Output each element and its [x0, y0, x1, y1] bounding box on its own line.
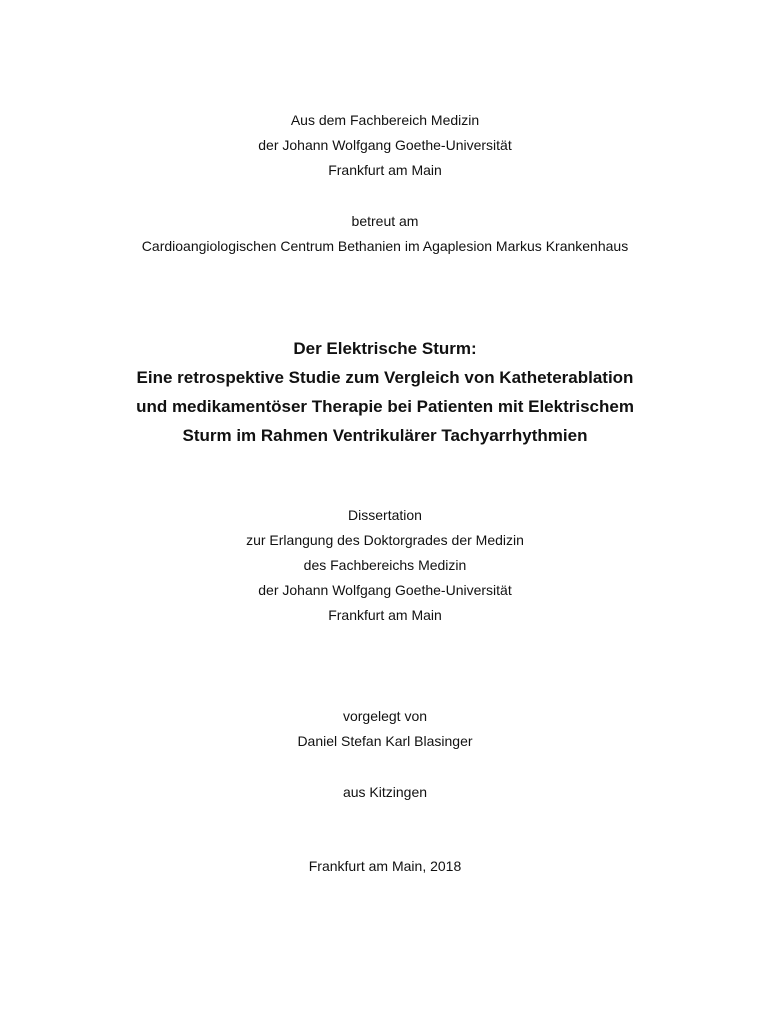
presented-by-line: vorgelegt von: [342, 708, 428, 724]
thesis-title-line-4: Sturm im Rahmen Ventrikulärer Tachyarrhythmien: [182, 426, 588, 445]
author-origin: aus Kitzingen: [342, 784, 428, 800]
university-line: der Johann Wolfgang Goethe-Universität: [258, 137, 512, 153]
thesis-title-line-3: und medikamentöser Therapie bei Patienten mit Elektrischem: [136, 397, 634, 416]
place-date: Frankfurt am Main, 2018: [308, 858, 462, 874]
faculty-line: Aus dem Fachbereich Medizin: [290, 112, 480, 128]
department-line: des Fachbereichs Medizin: [303, 557, 467, 573]
hospital-line: Cardioangiologischen Centrum Bethanien im Agaplesion Markus Krankenhaus: [141, 238, 629, 254]
supervised-at-line: betreut am: [351, 213, 419, 229]
dissertation-label: Dissertation: [348, 507, 422, 523]
thesis-title-line-1: Der Elektrische Sturm:: [293, 339, 477, 358]
degree-line: zur Erlangung des Doktorgrades der Medizin: [246, 532, 524, 548]
dissertation-university-line: der Johann Wolfgang Goethe-Universität: [258, 582, 512, 598]
thesis-title-line-2: Eine retrospektive Studie zum Vergleich von Katheterablation: [136, 368, 634, 387]
dissertation-city-line: Frankfurt am Main: [328, 607, 442, 623]
city-line: Frankfurt am Main: [328, 162, 442, 178]
author-name: Daniel Stefan Karl Blasinger: [297, 733, 473, 749]
